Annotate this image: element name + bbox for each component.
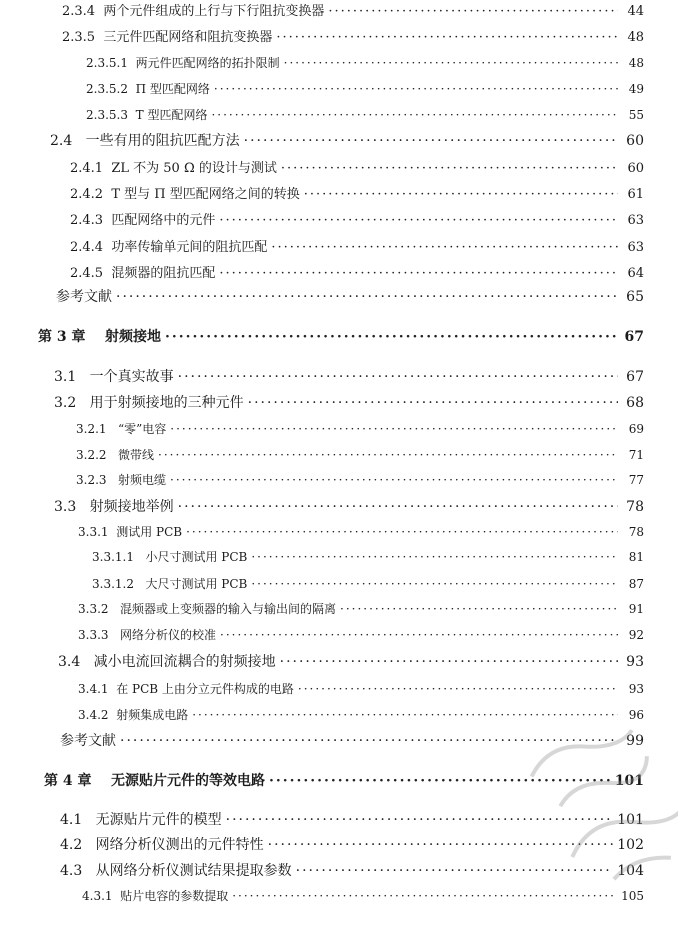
entry-title: 三元件匹配网络和阻抗变换器 <box>103 30 273 45</box>
entry-title: 一个真实故事 <box>89 369 174 385</box>
leader-dots <box>158 448 618 462</box>
toc-entry <box>86 54 644 71</box>
toc-entry <box>78 626 644 643</box>
toc-entry-references <box>56 286 644 306</box>
leader-dots <box>178 499 618 515</box>
entry-title: 匹配网络中的元件 <box>111 213 216 228</box>
entry-page: 60 <box>626 133 644 149</box>
leader-dots <box>271 240 618 255</box>
entry-title: 用于射频接地的三种元件 <box>89 395 244 411</box>
leader-dots <box>226 812 614 828</box>
toc-entry <box>70 157 644 176</box>
toc-entry <box>70 262 644 281</box>
entry-number: 3.3.1 <box>78 525 109 539</box>
entry-page: 92 <box>628 628 644 642</box>
toc-entry <box>92 575 644 592</box>
entry-number: 4.3.1 <box>82 889 113 903</box>
entry-number: 3.3.1.2 <box>92 577 134 591</box>
toc-entry <box>60 860 644 880</box>
toc-chapter <box>38 326 644 346</box>
leader-dots <box>284 56 618 70</box>
toc-entry <box>76 446 644 463</box>
entry-title: 参考文献 <box>60 733 116 749</box>
leader-dots <box>280 654 618 670</box>
toc-entry <box>54 392 644 412</box>
entry-page: 63 <box>627 213 644 228</box>
leader-dots <box>178 369 618 385</box>
entry-page: 49 <box>628 82 644 96</box>
entry-title: 无源贴片元件的模型 <box>95 812 222 828</box>
toc-entry <box>78 680 644 697</box>
toc-entry <box>70 183 644 202</box>
entry-number: 4.3 <box>60 863 83 879</box>
entry-page: 102 <box>617 837 644 853</box>
toc-entry <box>86 80 644 97</box>
entry-page: 91 <box>628 602 644 616</box>
leader-dots <box>296 863 614 879</box>
toc-entry <box>70 236 644 255</box>
leader-dots <box>116 289 618 305</box>
entry-title: 贴片电容的参数提取 <box>120 889 229 903</box>
entry-page: 104 <box>617 863 644 879</box>
entry-number: 3.3 <box>54 499 77 515</box>
leader-dots <box>276 30 618 45</box>
entry-page: 101 <box>614 773 644 789</box>
entry-page: 71 <box>628 448 644 462</box>
entry-page: 93 <box>628 682 644 696</box>
entry-page: 65 <box>626 289 644 305</box>
toc-entry <box>82 887 644 904</box>
entry-title: 混频器的阻抗匹配 <box>111 266 216 281</box>
entry-page: 44 <box>627 4 644 19</box>
toc-entry <box>86 106 644 123</box>
leader-dots <box>340 602 618 616</box>
toc-entry <box>76 420 644 437</box>
entry-number: 3.2.1 <box>76 422 107 436</box>
entry-title: T 型与 Π 型匹配网络之间的转换 <box>111 187 300 202</box>
entry-page: 81 <box>628 550 644 564</box>
entry-number: 3.4.1 <box>78 682 109 696</box>
leader-dots <box>269 773 611 789</box>
entry-title: “零”电容 <box>118 422 167 436</box>
leader-dots <box>328 4 618 19</box>
entry-number: 2.4.5 <box>70 266 104 281</box>
entry-number: 3.2 <box>54 395 77 411</box>
entry-title: 网络分析仪的校准 <box>120 628 217 642</box>
toc-entry <box>70 209 644 228</box>
entry-number: 2.3.4 <box>62 4 96 19</box>
entry-title: 射频集成电路 <box>116 708 189 722</box>
entry-page: 67 <box>626 369 644 385</box>
entry-number: 3.2.3 <box>76 473 107 487</box>
entry-page: 77 <box>628 473 644 487</box>
entry-number: 3.3.1.1 <box>92 550 134 564</box>
leader-dots <box>170 422 618 436</box>
leader-dots <box>120 733 618 749</box>
leader-dots <box>219 213 618 228</box>
entry-page: 87 <box>628 577 644 591</box>
entry-page: 64 <box>627 266 644 281</box>
leader-dots <box>232 889 617 903</box>
leader-dots <box>186 525 618 539</box>
leader-dots <box>211 108 618 122</box>
entry-title: 小尺寸测试用 PCB <box>145 550 248 564</box>
entry-title: 射频电缆 <box>118 473 167 487</box>
leader-dots <box>251 550 618 564</box>
toc-entry <box>76 471 644 488</box>
entry-number: 2.4.3 <box>70 213 104 228</box>
entry-number: 2.4.4 <box>70 240 104 255</box>
leader-dots <box>220 628 618 642</box>
entry-page: 101 <box>617 812 644 828</box>
entry-number: 2.3.5.1 <box>86 56 128 70</box>
toc-entry <box>54 366 644 386</box>
entry-page: 67 <box>624 329 644 345</box>
entry-page: 78 <box>628 525 644 539</box>
entry-title: 从网络分析仪测试结果提取参数 <box>95 863 292 879</box>
entry-number: 3.4 <box>58 654 81 670</box>
entry-page: 99 <box>626 733 644 749</box>
chapter-title: 射频接地 <box>105 329 161 345</box>
toc-entry <box>54 496 644 516</box>
entry-title: 混频器或上变频器的输入与输出间的隔离 <box>120 602 337 616</box>
entry-page: 63 <box>627 240 644 255</box>
entry-number: 3.4.2 <box>78 708 109 722</box>
entry-page: 61 <box>627 187 644 202</box>
leader-dots <box>304 187 618 202</box>
entry-title: 一些有用的阻抗匹配方法 <box>85 133 240 149</box>
entry-title: 参考文献 <box>56 289 112 305</box>
toc-entry <box>50 130 644 150</box>
entry-title: 微带线 <box>118 448 155 462</box>
entry-page: 69 <box>628 422 644 436</box>
leader-dots <box>298 682 618 696</box>
leader-dots <box>192 708 618 722</box>
entry-title: 大尺寸测试用 PCB <box>145 577 248 591</box>
entry-number: 3.1 <box>54 369 77 385</box>
entry-title: ZL 不为 50 Ω 的设计与测试 <box>111 161 277 176</box>
leader-dots <box>219 266 618 281</box>
entry-number: 2.3.5.2 <box>86 82 128 96</box>
entry-title: Π 型匹配网络 <box>135 82 210 96</box>
entry-page: 60 <box>627 161 644 176</box>
entry-page: 68 <box>626 395 644 411</box>
toc-entry <box>78 706 644 723</box>
entry-page: 48 <box>628 56 644 70</box>
leader-dots <box>244 133 618 149</box>
leader-dots <box>251 577 618 591</box>
entry-title: 在 PCB 上由分立元件构成的电路 <box>116 682 294 696</box>
entry-title: 两个元件组成的上行与下行阻抗变换器 <box>103 4 325 19</box>
leader-dots <box>268 837 614 853</box>
entry-title: T 型匹配网络 <box>135 108 208 122</box>
chapter-number: 第 3 章 <box>38 329 86 345</box>
entry-number: 2.3.5 <box>62 30 96 45</box>
entry-number: 2.4 <box>50 133 73 149</box>
entry-title: 两元件匹配网络的拓扑限制 <box>135 56 280 70</box>
entry-number: 4.2 <box>60 837 83 853</box>
entry-page: 55 <box>628 108 644 122</box>
entry-number: 3.3.2 <box>78 602 109 616</box>
leader-dots <box>248 395 618 411</box>
leader-dots <box>170 473 618 487</box>
toc-entry <box>92 548 644 565</box>
leader-dots <box>281 161 618 176</box>
chapter-number: 第 4 章 <box>44 773 92 789</box>
entry-number: 2.4.2 <box>70 187 104 202</box>
toc-entry <box>78 523 644 540</box>
toc-entry <box>62 26 644 45</box>
toc-entry-references <box>60 730 644 750</box>
chapter-title: 无源贴片元件的等效电路 <box>111 773 265 789</box>
leader-dots <box>165 329 618 345</box>
entry-page: 78 <box>626 499 644 515</box>
entry-page: 96 <box>628 708 644 722</box>
entry-page: 105 <box>621 889 644 903</box>
entry-title: 测试用 PCB <box>116 525 183 539</box>
entry-number: 2.3.5.3 <box>86 108 128 122</box>
toc-chapter <box>44 770 644 790</box>
entry-number: 4.1 <box>60 812 83 828</box>
toc-entry <box>62 0 644 19</box>
entry-number: 2.4.1 <box>70 161 104 176</box>
entry-number: 3.2.2 <box>76 448 107 462</box>
toc-entry <box>60 834 644 854</box>
leader-dots <box>214 82 618 96</box>
entry-title: 功率传输单元间的阻抗匹配 <box>111 240 268 255</box>
toc-entry <box>60 809 644 829</box>
entry-number: 3.3.3 <box>78 628 109 642</box>
entry-title: 射频接地举例 <box>89 499 174 515</box>
entry-title: 减小电流回流耦合的射频接地 <box>93 654 276 670</box>
toc-entry <box>58 651 644 671</box>
entry-page: 48 <box>627 30 644 45</box>
entry-page: 93 <box>626 654 644 670</box>
toc-entry <box>78 600 644 617</box>
entry-title: 网络分析仪测出的元件特性 <box>95 837 264 853</box>
